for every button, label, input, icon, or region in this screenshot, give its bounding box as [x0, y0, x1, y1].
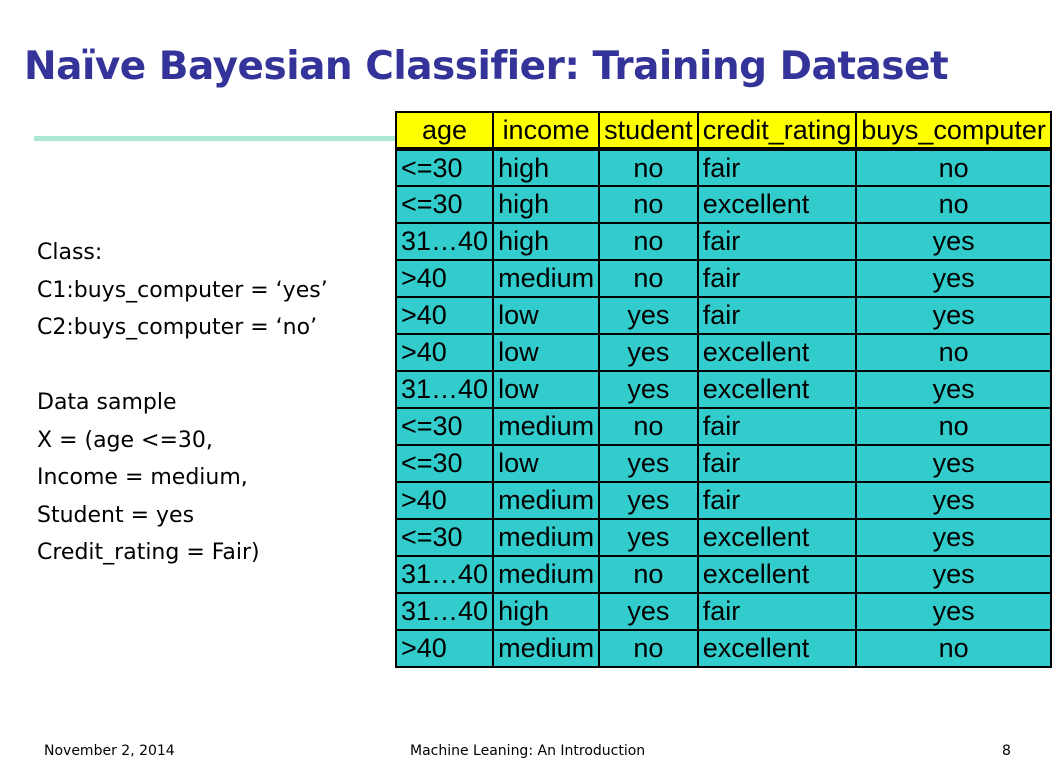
- table-row: [396, 593, 1051, 630]
- table-cell: no: [599, 630, 698, 667]
- training-dataset-table: [395, 111, 1052, 668]
- table-cell: fair: [698, 445, 857, 482]
- footer-date: November 2, 2014: [44, 743, 175, 759]
- table-header-row: [396, 112, 1051, 149]
- table-cell: low: [493, 445, 599, 482]
- table-cell: no: [599, 556, 698, 593]
- text-line: [37, 347, 328, 385]
- table-cell: yes: [599, 519, 698, 556]
- table-cell: 31…40: [396, 223, 493, 260]
- table-cell: >40: [396, 334, 493, 371]
- table-cell: >40: [396, 260, 493, 297]
- title-underline: [34, 136, 400, 141]
- table-cell: no: [599, 260, 698, 297]
- table-cell: yes: [599, 371, 698, 408]
- table-cell: yes: [856, 593, 1051, 630]
- table-cell: no: [599, 223, 698, 260]
- text-line: Data sample: [37, 390, 177, 415]
- table-cell: excellent: [698, 519, 857, 556]
- text-line: Student = yes: [37, 502, 195, 528]
- table-cell: excellent: [698, 556, 857, 593]
- table-cell: high: [493, 223, 599, 260]
- table-cell: fair: [698, 593, 857, 630]
- table-cell: yes: [856, 371, 1051, 408]
- table-cell: yes: [599, 482, 698, 519]
- table-cell: fair: [698, 408, 857, 445]
- table-cell: low: [493, 334, 599, 371]
- table-cell: no: [856, 334, 1051, 371]
- table-cell: yes: [856, 556, 1051, 593]
- table-cell: medium: [493, 482, 599, 519]
- table-row: [396, 556, 1051, 593]
- table-cell: no: [599, 149, 698, 186]
- class-description: [37, 234, 328, 572]
- table-row: [396, 371, 1051, 408]
- table-cell: no: [856, 149, 1051, 186]
- table-cell: no: [856, 186, 1051, 223]
- text-line: C1:buys_computer = ‘yes’: [37, 277, 328, 303]
- table-cell: yes: [856, 260, 1051, 297]
- table-cell: high: [493, 149, 599, 186]
- table-cell: no: [599, 186, 698, 223]
- table-cell: excellent: [698, 186, 857, 223]
- text-line: C2:buys_computer = ‘no’: [37, 315, 318, 340]
- table-row: [396, 260, 1051, 297]
- table-cell: <=30: [396, 519, 493, 556]
- table-cell: >40: [396, 297, 493, 334]
- table-cell: yes: [856, 482, 1051, 519]
- page-number: 8: [1002, 743, 1011, 759]
- table-row: [396, 186, 1051, 223]
- table-cell: yes: [599, 297, 698, 334]
- column-header: age: [396, 112, 493, 149]
- text-line: Class:: [37, 240, 103, 265]
- column-header: credit_rating: [698, 112, 857, 149]
- table-cell: <=30: [396, 186, 493, 223]
- table-cell: fair: [698, 223, 857, 260]
- table-cell: high: [493, 593, 599, 630]
- table-cell: yes: [599, 445, 698, 482]
- table-cell: low: [493, 371, 599, 408]
- table-cell: medium: [493, 630, 599, 667]
- table-cell: no: [856, 408, 1051, 445]
- text-line: X = (age <=30,: [37, 427, 213, 453]
- table-row: [396, 630, 1051, 667]
- table-cell: fair: [698, 482, 857, 519]
- table-cell: medium: [493, 519, 599, 556]
- table-cell: high: [493, 186, 599, 223]
- table-cell: fair: [698, 297, 857, 334]
- table-cell: yes: [856, 445, 1051, 482]
- column-header: income: [493, 112, 599, 149]
- table-row: [396, 445, 1051, 482]
- table-row: [396, 334, 1051, 371]
- table-cell: fair: [698, 149, 857, 186]
- table-row: [396, 482, 1051, 519]
- table-cell: 31…40: [396, 593, 493, 630]
- table-row: [396, 297, 1051, 334]
- footer-title: Machine Leaning: An Introduction: [410, 743, 646, 759]
- table-cell: fair: [698, 260, 857, 297]
- table-cell: yes: [856, 223, 1051, 260]
- table-cell: excellent: [698, 334, 857, 371]
- table-cell: yes: [856, 519, 1051, 556]
- table-row: [396, 223, 1051, 260]
- training-table-container: [395, 111, 1046, 734]
- table-cell: low: [493, 297, 599, 334]
- text-line: Credit_rating = Fair): [37, 540, 260, 565]
- table-cell: yes: [599, 334, 698, 371]
- table-cell: excellent: [698, 371, 857, 408]
- table-row: [396, 149, 1051, 186]
- table-cell: >40: [396, 482, 493, 519]
- table-row: [396, 408, 1051, 445]
- table-cell: yes: [856, 297, 1051, 334]
- table-row: [396, 519, 1051, 556]
- table-cell: 31…40: [396, 556, 493, 593]
- table-cell: medium: [493, 260, 599, 297]
- table-cell: <=30: [396, 408, 493, 445]
- table-cell: >40: [396, 630, 493, 667]
- table-cell: <=30: [396, 149, 493, 186]
- text-line: Income = medium,: [37, 465, 248, 490]
- table-cell: <=30: [396, 445, 493, 482]
- table-cell: 31…40: [396, 371, 493, 408]
- table-cell: yes: [599, 593, 698, 630]
- table-cell: medium: [493, 408, 599, 445]
- table-cell: medium: [493, 556, 599, 593]
- column-header: student: [599, 112, 698, 149]
- table-body: [396, 149, 1051, 667]
- table-cell: no: [599, 408, 698, 445]
- slide-title: Naïve Bayesian Classifier: Training Dataset: [24, 44, 949, 89]
- table-cell: no: [856, 630, 1051, 667]
- table-cell: excellent: [698, 630, 857, 667]
- column-header: buys_computer: [856, 112, 1051, 149]
